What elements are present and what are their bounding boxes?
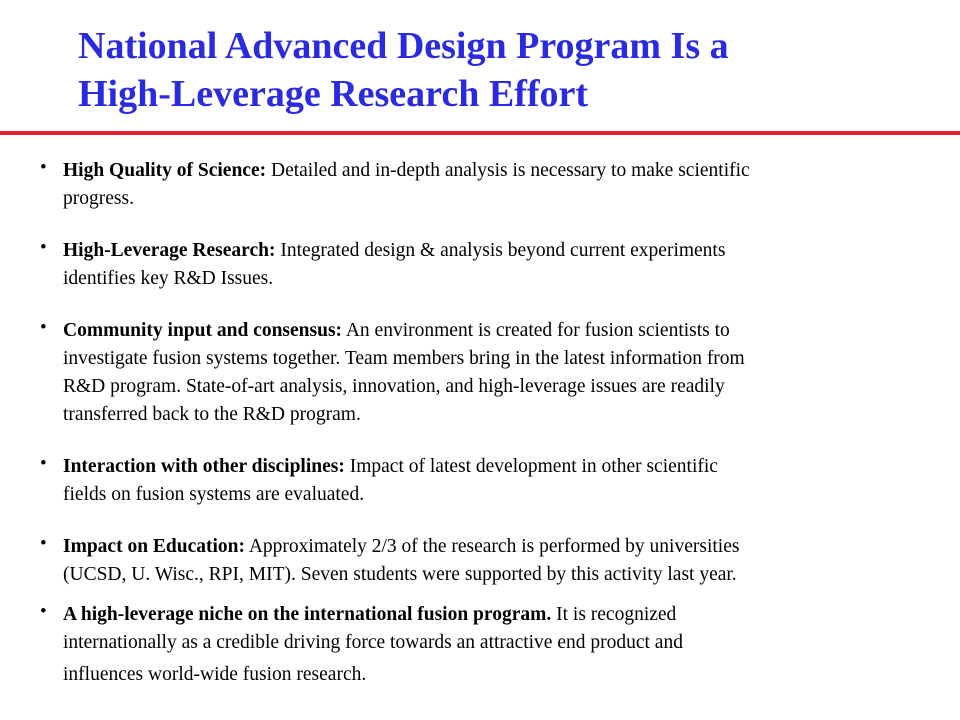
bullet-text: [63, 317, 913, 429]
bullet-line: transferred back to the R&D program.: [63, 404, 361, 425]
bullet-line: fields on fusion systems are evaluated.: [63, 484, 365, 505]
bullet-dot-icon: •: [40, 601, 47, 622]
bullet-line: [63, 453, 913, 481]
bullet-line: (UCSD, U. Wisc., RPI, MIT). Seven students were supported by this activity last year.: [63, 564, 737, 585]
bullet-line: [63, 237, 913, 265]
bullet-text: [63, 157, 913, 213]
bullet-line: progress.: [63, 188, 134, 209]
bullet-line: internationally as a credible driving force towards an attractive end product and: [63, 632, 683, 653]
bullet-text: [63, 601, 913, 693]
bullet-dot-icon: •: [40, 533, 47, 554]
bullet-heading: Impact on Education:: [63, 536, 246, 557]
bullet-dot-icon: •: [40, 157, 47, 178]
slide-title: [78, 22, 938, 118]
bullet-body: Approximately 2/3 of the research is performed by universities: [245, 536, 740, 557]
bullet-dot-icon: •: [40, 453, 47, 474]
bullet-body: Impact of latest development in other scientific: [344, 456, 718, 477]
bullet-heading: High-Leverage Research:: [63, 240, 276, 261]
bullet-dot-icon: •: [40, 237, 47, 258]
bullet-line: [63, 601, 913, 629]
bullet-line: investigate fusion systems together. Team members bring in the latest information from: [63, 348, 745, 369]
bullet-body: An environment is created for fusion scientists to: [342, 320, 730, 341]
bullet-text: [63, 237, 913, 293]
bullet-line: R&D program. State-of-art analysis, innovation, and high-leverage issues are readily: [63, 376, 725, 397]
title-line-2: High-Leverage Research Effort: [78, 73, 589, 115]
bullet-heading: A high-leverage niche on the international fusion program.: [63, 604, 552, 625]
bullet-line: [63, 533, 913, 561]
bullet-body: It is recognized: [551, 604, 677, 625]
bullet-line: influences world-wide fusion research.: [63, 664, 367, 685]
bullet-body: Integrated design & analysis beyond current experiments: [275, 240, 726, 261]
bullet-body: Detailed and in-depth analysis is necessary to make scientific: [266, 160, 750, 181]
title-line-1: National Advanced Design Program Is a: [78, 25, 729, 67]
bullet-text: [63, 533, 913, 589]
bullet-line: [63, 317, 913, 345]
title-divider: [0, 131, 960, 135]
bullet-text: [63, 453, 913, 509]
bullet-heading: High Quality of Science:: [63, 160, 267, 181]
bullet-line: identifies key R&D Issues.: [63, 268, 274, 289]
bullet-line: [63, 157, 913, 185]
bullet-heading: Interaction with other disciplines:: [63, 456, 345, 477]
bullet-heading: Community input and consensus:: [63, 320, 343, 341]
bullet-dot-icon: •: [40, 317, 47, 338]
